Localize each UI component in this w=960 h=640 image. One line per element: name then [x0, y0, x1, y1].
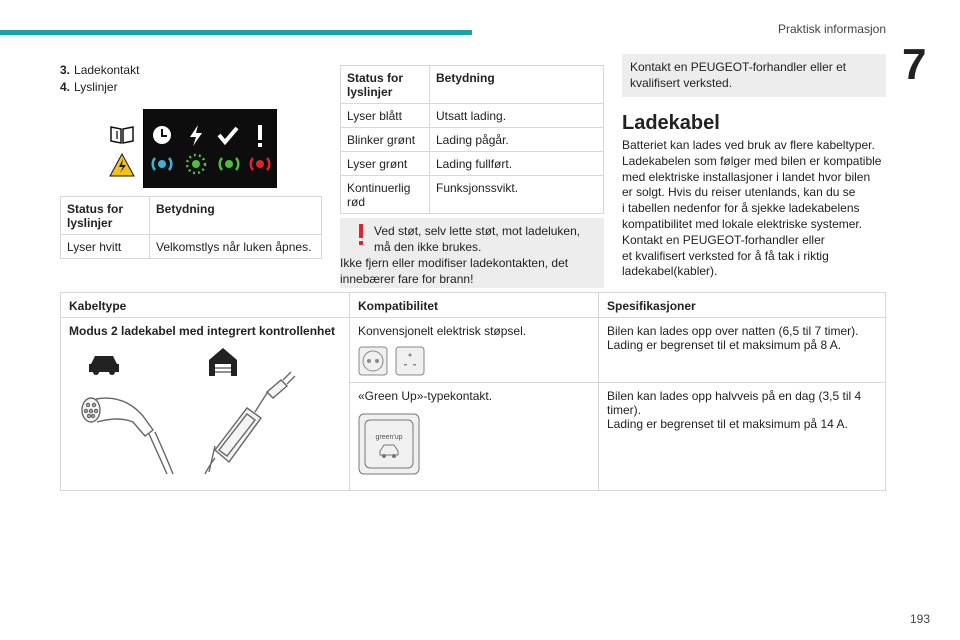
spec-cell: Bilen kan lades opp over natten (6,5 til 7 timer). Lading er begrenset til et maksimum på 8 A.	[599, 318, 886, 383]
type2-connector-icon	[82, 398, 173, 474]
info-box: Kontakt en PEUGEOT-forhandler eller et kvalifisert verksted.	[622, 54, 886, 97]
control-box-icon	[205, 372, 295, 474]
book-icon	[101, 109, 143, 188]
page-number: 193	[909, 612, 930, 626]
chapter-number: 7	[902, 40, 927, 89]
schuko-socket-icon	[358, 346, 428, 378]
warning-text-top: Ved støt, selv lette støt, mot ladeluken, må den ikke brukes.	[374, 224, 581, 254]
cable-illustration	[69, 346, 319, 476]
greenup-socket-icon: green'up	[358, 413, 420, 475]
spec-cell: Bilen kan lades opp halvveis på en dag (3,5 til 4 timer). Lading er begrenset til et maksimum på 14 A.	[599, 383, 886, 491]
table-row	[61, 318, 886, 383]
warning-box	[340, 218, 604, 288]
warning-text-bottom: Ikke fjern eller modifiser ladekontakten, det innebærer fare for brann!	[340, 256, 569, 286]
list-item: 4. Lyslinjer	[60, 80, 118, 94]
table-header: Betydning	[430, 66, 604, 104]
status-table-white	[60, 196, 322, 259]
table-header: Betydning	[150, 197, 322, 235]
cable-table	[60, 292, 886, 491]
exclamation-icon	[258, 125, 262, 140]
cable-type-cell: Modus 2 ladekabel med integrert kontrollenhet	[61, 318, 350, 491]
compat-cell: «Green Up»-typekontakt. green'up	[350, 383, 599, 491]
table-header: Kompatibilitet	[350, 293, 599, 318]
legend-list	[60, 62, 139, 96]
table-row: Lyser grønt Lading fullført.	[341, 152, 604, 176]
panel-legend-area	[101, 109, 144, 188]
table-row: Blinker grønt Lading pågår.	[341, 128, 604, 152]
charging-indicator-panel	[101, 109, 277, 188]
table-header: Kabeltype	[61, 293, 350, 318]
table-row: Lyser blått Utsatt lading.	[341, 104, 604, 128]
status-icons	[143, 109, 277, 188]
table-header: Status for lyslinjer	[61, 197, 150, 235]
table-row: Kontinuerlig rød Funksjonssvikt.	[341, 176, 604, 214]
check-icon	[219, 128, 237, 142]
status-table-colors	[340, 65, 604, 214]
section-heading: Ladekabel	[622, 112, 720, 134]
table-row: Lyser hvitt Velkomstlys når luken åpnes.	[61, 235, 322, 259]
compat-cell: Konvensjonelt elektrisk støpsel.	[350, 318, 599, 383]
bolt-icon	[190, 125, 202, 146]
car-icon	[89, 356, 119, 375]
list-item: 3. Ladekontakt	[60, 63, 140, 77]
section-title: Praktisk informasjon	[777, 22, 886, 36]
table-header: Spesifikasjoner	[599, 293, 886, 318]
table-header: Status for lyslinjer	[341, 66, 430, 104]
header-accent-bar	[0, 30, 472, 35]
warning-icon	[358, 224, 364, 246]
house-icon	[209, 348, 237, 376]
ladekabel-paragraph: Batteriet kan lades ved bruk av flere kabeltyper. Ladekabelen som følger med bilen er kompatible med elektriske installasjoner i landet hvor bilen er solgt. Hvis du reiser utenlands, kan du se i tabellen nedenfor for å sjekke ladekabelens kompatibilitet med lokale elektriske systemer. Kontakt en PEUGEOT-forhandler eller et kvalifisert verksted for å få tak i riktig ladekabel(kabler).	[622, 138, 882, 279]
